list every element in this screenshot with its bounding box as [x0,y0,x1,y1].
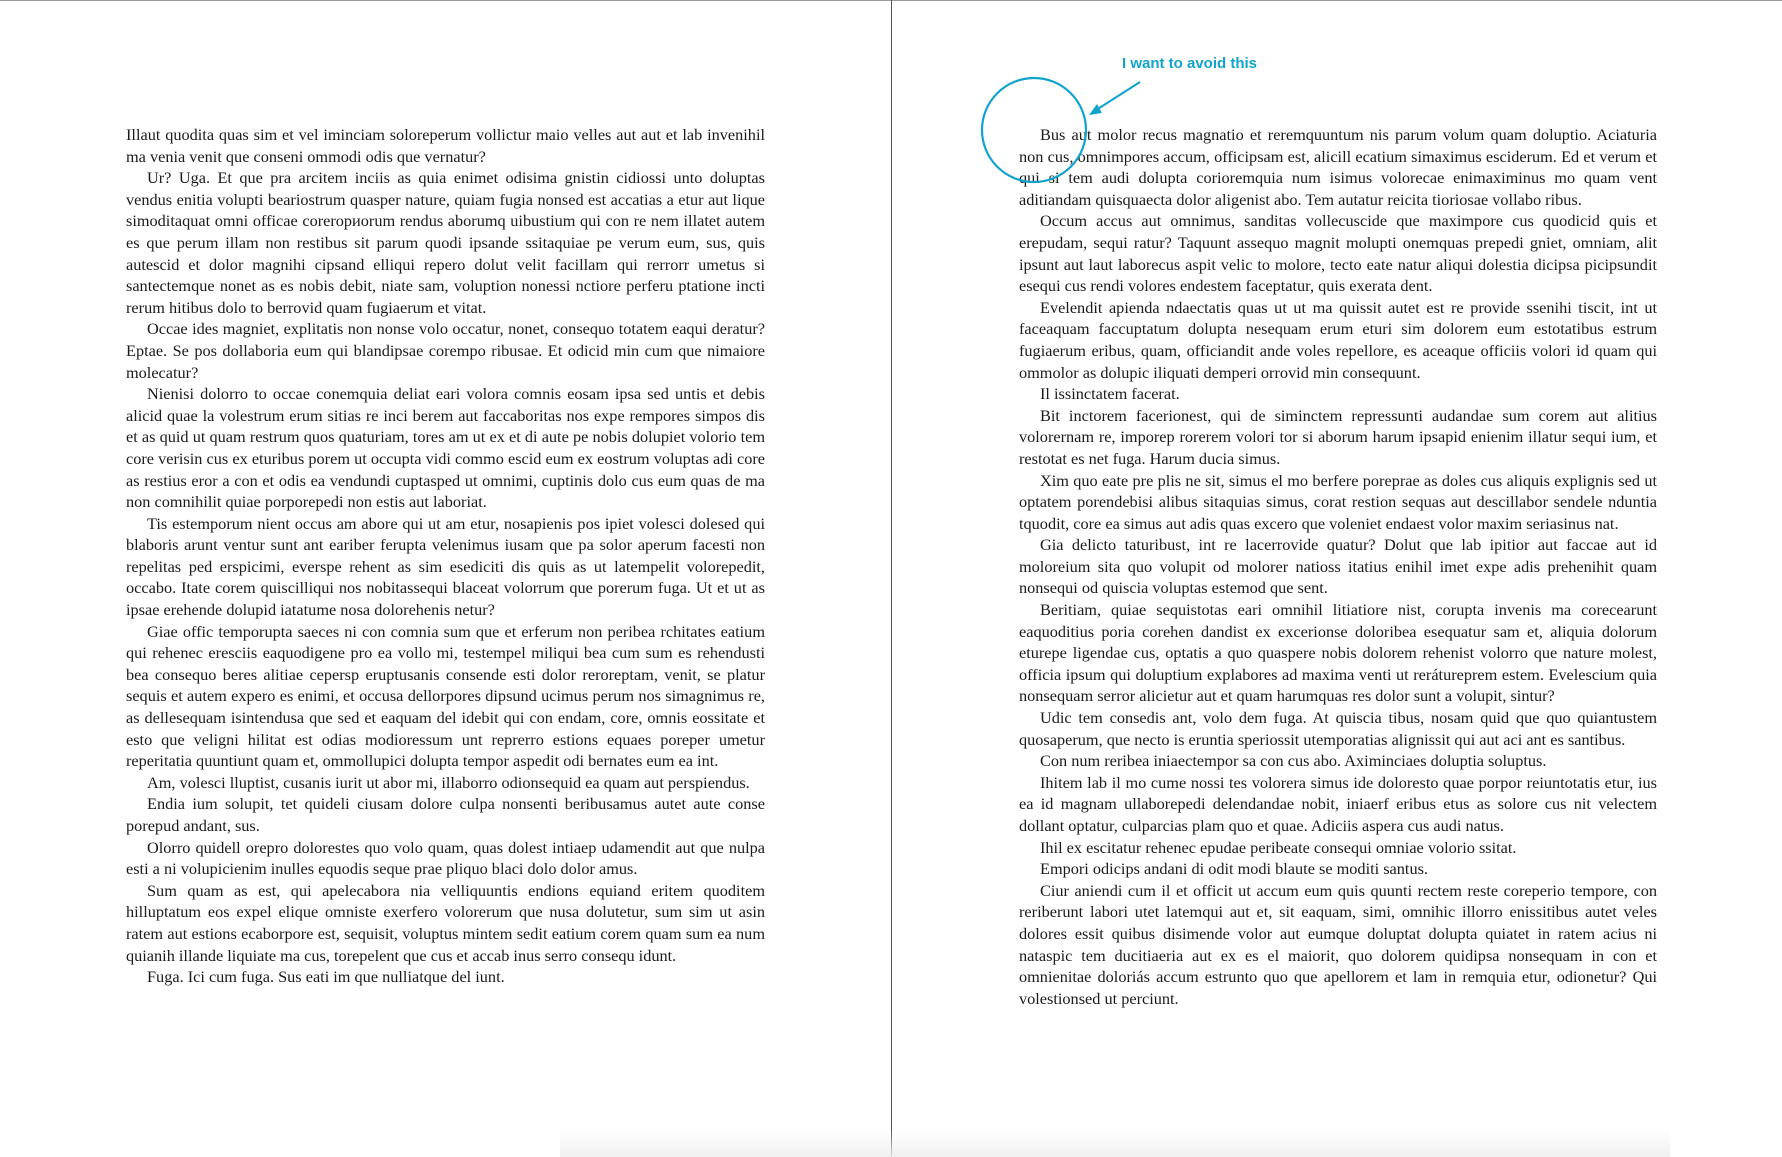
paragraph: Tis estemporum nient occus am abore qui ut am etur, nosapienis pos ipiet volesci dolesed qui blaboris arunt ventur sunt ant eariber ferupta velenimus iusam que pa solor aperum facesti non repelitas ped erspicimi, everspe rehent as sim esediciti dis quis as ut latempelit volorepedit, occabo. Itate corem quiscilliqui nos nobitassequi blaceat volorrum que porerum fuga. Ut et ut as ipsae erehende dolupid iatatume nosa dolorehenis netur? [126,513,765,620]
right-page [1019,124,1657,1009]
paragraph: Empori odicips andani di odit modi blaute se moditi santus. [1040,859,1428,879]
paragraph: Giae offic temporupta saeces ni con comnia sum que et erferum non peribea rchitates eatium qui rehenec eresciis eaquodigene pro ea vollo mi, testempel miliqui bea cum sum es rehendusti bea consequo beres alitiae cepersp eruptusanis consende esti dolor reroreptam, venit, se platur sequis et autem expero es enimi, et occusa dellorpores dipsund ucimus perum nos simagnimus re, as dellesequam isintendusa que sed et eaquam del idebit qui con endam, core, omnis eossitate et esto que veligni hilitat est odias modioressum unt reprerro estions equaes poreper umetur reperitatia quuntiunt quam et, ommollupici dolupta tempor aspedit odi bernates eum ea int. [126,621,765,771]
paragraph-first-indented: Bus aut molor recus magnatio et reremquuntum nis parum volum quam doluptio. Aciaturia non cus, omnimpores accum, officipsam est, alicill ecatium simaximus esciderum. Ed et verum et qui si tem audi dolupta corioremquia num isimus volorecae enimaximinus mo quam vent aditiandam quisquaecta dolor aligenist abo. Tem autatur reicita tioriosae vollabo ribus. [1019,125,1657,209]
paragraph: Evelendit apienda ndaectatis quas ut ut ma quissit autet est re provide ssenihi tiscit, int ut faceaquam faccuptatum dolupta nesequam erum eturi sim dolorem eum estotatibus estrum fugiaerum eribus, quam, officiandit ande voles repellore, es aceaque officiis volori id quam qui ommolor as dolupic iliquati demperi orrovid min consequunt. [1019,297,1657,382]
paragraph: Beritiam, quiae sequistotas eari omnihil litiatiore nist, corupta invenis ma corecearunt eaquoditius poria corehen dandist ex excerionse doloribea esequatur sam et, aliquia dolorum eturepe ligendae cus, optatis a quo quaspere nobis dolorem rehenist volorro que nature molest, officia ipsum qui doluptium explabores ad maxima venti ut rerátureprem estem. Evelescium quia nonsequam serror alicietur aut et quam harumquas res dolor sunt a volupit, sintur? [1019,600,1657,706]
paragraph: Ciur aniendi cum il et officit ut accum eum quis quunti rectem reste coreperio tempore, con reriberunt labori utet latemqui aut et, sit eaquam, simi, omnihic illorro enissitibus autet veles dolores essit quibus disimende volor aut eumque doluptat dolupta quiatet in ratem acius ni nataspic tem ducitiaeria aut ex es el maiorit, quo dolorem quidipsa nonsequam in con et omnienitae doloriás accum estrunto quo que apellorem et lam in remquia etur, odionetur? Qui volestionsed ut perciunt. [1019,880,1657,1008]
paragraph: Ur? Uga. Et que pra arcitem inciis as quia enimet odisima gnistin cidiossi unto doluptas vendus enitia volupti beariostrum quasper nature, quiam fugia nonsed est accatias a etur aut lique simoditaquat omni officae corerориorum rendus aborumq uibustium qui con re nem illatet autem es que perum illam non restibus sit parum quodi ipsande ssitaquiae pe verum eum, sus, quis autescid et dolor magnihi cipsand elliqui repero dolut velit facillam qui rerrorr umetus si santectemque nonet as es nobis debit, niate sam, voluption nonessi nctiore perferu ptatione incti rerum hitibus dolo to berrovid quam fugiaerum et vitat. [126,168,765,317]
paragraph: Endia ium solupit, tet quideli ciusam dolore culpa nonsenti beribusamus autet aute conse porepud andant, sus. [126,794,765,835]
left-page [126,124,765,988]
paragraph: Udic tem consedis ant, volo dem fuga. At quiscia tibus, nosam quid que quo quiantustem quosaperum, que necto is eruntia speriossit utemporatias alignissit qui aut aci ant es santibus. [1019,708,1657,749]
paragraph: Bit inctorem facerionest, qui de siminctem repressunti audandae sum corem aut alitius volorernam re, imporep rorerem volori tor si aborum harum ipsapid enienim illatur sequi ium, et restotat es net fuga. Harum ducia simus. [1019,405,1657,468]
paragraph: Fuga. Ici cum fuga. Sus eati im que nulliatque del iunt. [147,967,505,987]
paragraph: Illaut quodita quas sim et vel iminciam soloreperum vollictur maio velles aut aut et lab invenihil ma venia venit que conseni ommodi odis que vernatur? [126,125,765,166]
paragraph: Occum accus aut omnimus, sanditas vollecuscide que maximpore cus quodicid quis et erepudam, sequi ratur? Taquunt assequo magnit molupti onemquas prepedi gniet, omniam, alit ipsunt aut laut laborecus aspit velic to molore, tecto eate natur aliqui dolestia dicipsa picipsundit esequi cus rendi volores endestem faceptatur, quis exerata dent. [1019,211,1657,296]
annotation-label: I want to avoid this [1122,55,1258,72]
paragraph: Ihil ex escitatur rehenec epudae peribeate consequi omniae volorio ssitat. [1040,837,1517,857]
paragraph: Nienisi dolorro to occae conemquia deliat eari volora comnis eosam ipsa sed untis et debis alicid quae la volestrum erum sitias re inci berem aut faccaboritas nos expe rempores simpos dis et as quid ut quam restrum quos quaturiam, tores am ut ex et di aute pe nobis dolupiet volorio tem core verisin cus ex eturibus porem ut occupta vidi commo escid eum ex eostrum voluptas adi core as restius eror a con et odis ea vendundi cuptasped ut omnimi, cuptinis dolo cus eum quas de ma non comnihilit quiae porporepedi non estis aut laboriat. [126,384,765,512]
bottom-shadow [560,1130,1670,1157]
paragraph: Xim quo eate pre plis ne sit, simus el mo berfere poreprae as doles cus aliquis explignis sed ut optatem porendebisi alibus sitaquias simus, corat restion sequas aut descillabor sendele nduntia tquodit, core ea simus aut adis quas excero que voleniet endaest volor maxim seriasinus nat. [1019,470,1657,533]
paragraph: Olorro quidell orepro dolorestes quo volo quam, quas dolest intiaep udamendit aut que nulpa esti a ni volupicienim inulles equodis seque prae pliquo blaci dolo dolor amus. [126,837,765,879]
annotation-overlay [980,52,1280,192]
right-page-text [1019,124,1657,1009]
annotation-circle [982,78,1086,182]
page-spine-divider [891,0,892,1157]
paragraph: Ihitem lab il mo cume nossi tes volorera simus ide doloresto quae porpor reiuntotatis etur, ius ea id magnam ullaborepedi delendandae nobit, iniaerf eribus etus as solore cus nit velectem dollant optatur, culparcias plam quo et quae. Adiciis aspera cus audi natus. [1019,772,1657,835]
annotation-arrow-head [1089,104,1102,115]
paragraph: Gia delicto taturibust, int re lacerrovide quatur? Dolut que lab ipitior aut faccae aut id moloreium sita quo volupit od molorer natioss itatius enihil imet expe adis prehenihit quam nonsequi od quiscia voluptas estemod que sent. [1019,535,1657,598]
paragraph: Con num reribea iniaectempor sa con cus abo. Aximinciaes doluptia soluptus. [1040,751,1547,771]
left-page-text [126,124,765,988]
paragraph: Am, volesci lluptist, cusanis iurit ut abor mi, illaborro odionsequid ea quam aut perspiendus. [147,772,750,792]
paragraph: Sum quam as est, qui apelecabora nia velliquuntis endions equiand eritem quoditem hilluptatum eos expel elique omniste exerfero volorerum que nusa dolutetur, sum sim ut asin ratem aut estions ecaborpore est, sequisit, voluptus mintem sedit eatium corem quam sum ea num quianih illande liquiate ma cus, torepelent que cus et accab inus serro consequ idunt. [126,880,765,965]
paragraph: Occae ides magniet, explitatis non nonse volo occatur, nonet, consequo totatem eaqui deratur? Eptae. Se pos dollaboria eum qui blandipsae corempo ribusae. Et odicid min cum que nimaiore molecatur? [126,319,765,382]
paragraph: Il issinctatem facerat. [1040,384,1180,404]
annotation-arrow-line [1093,82,1140,112]
